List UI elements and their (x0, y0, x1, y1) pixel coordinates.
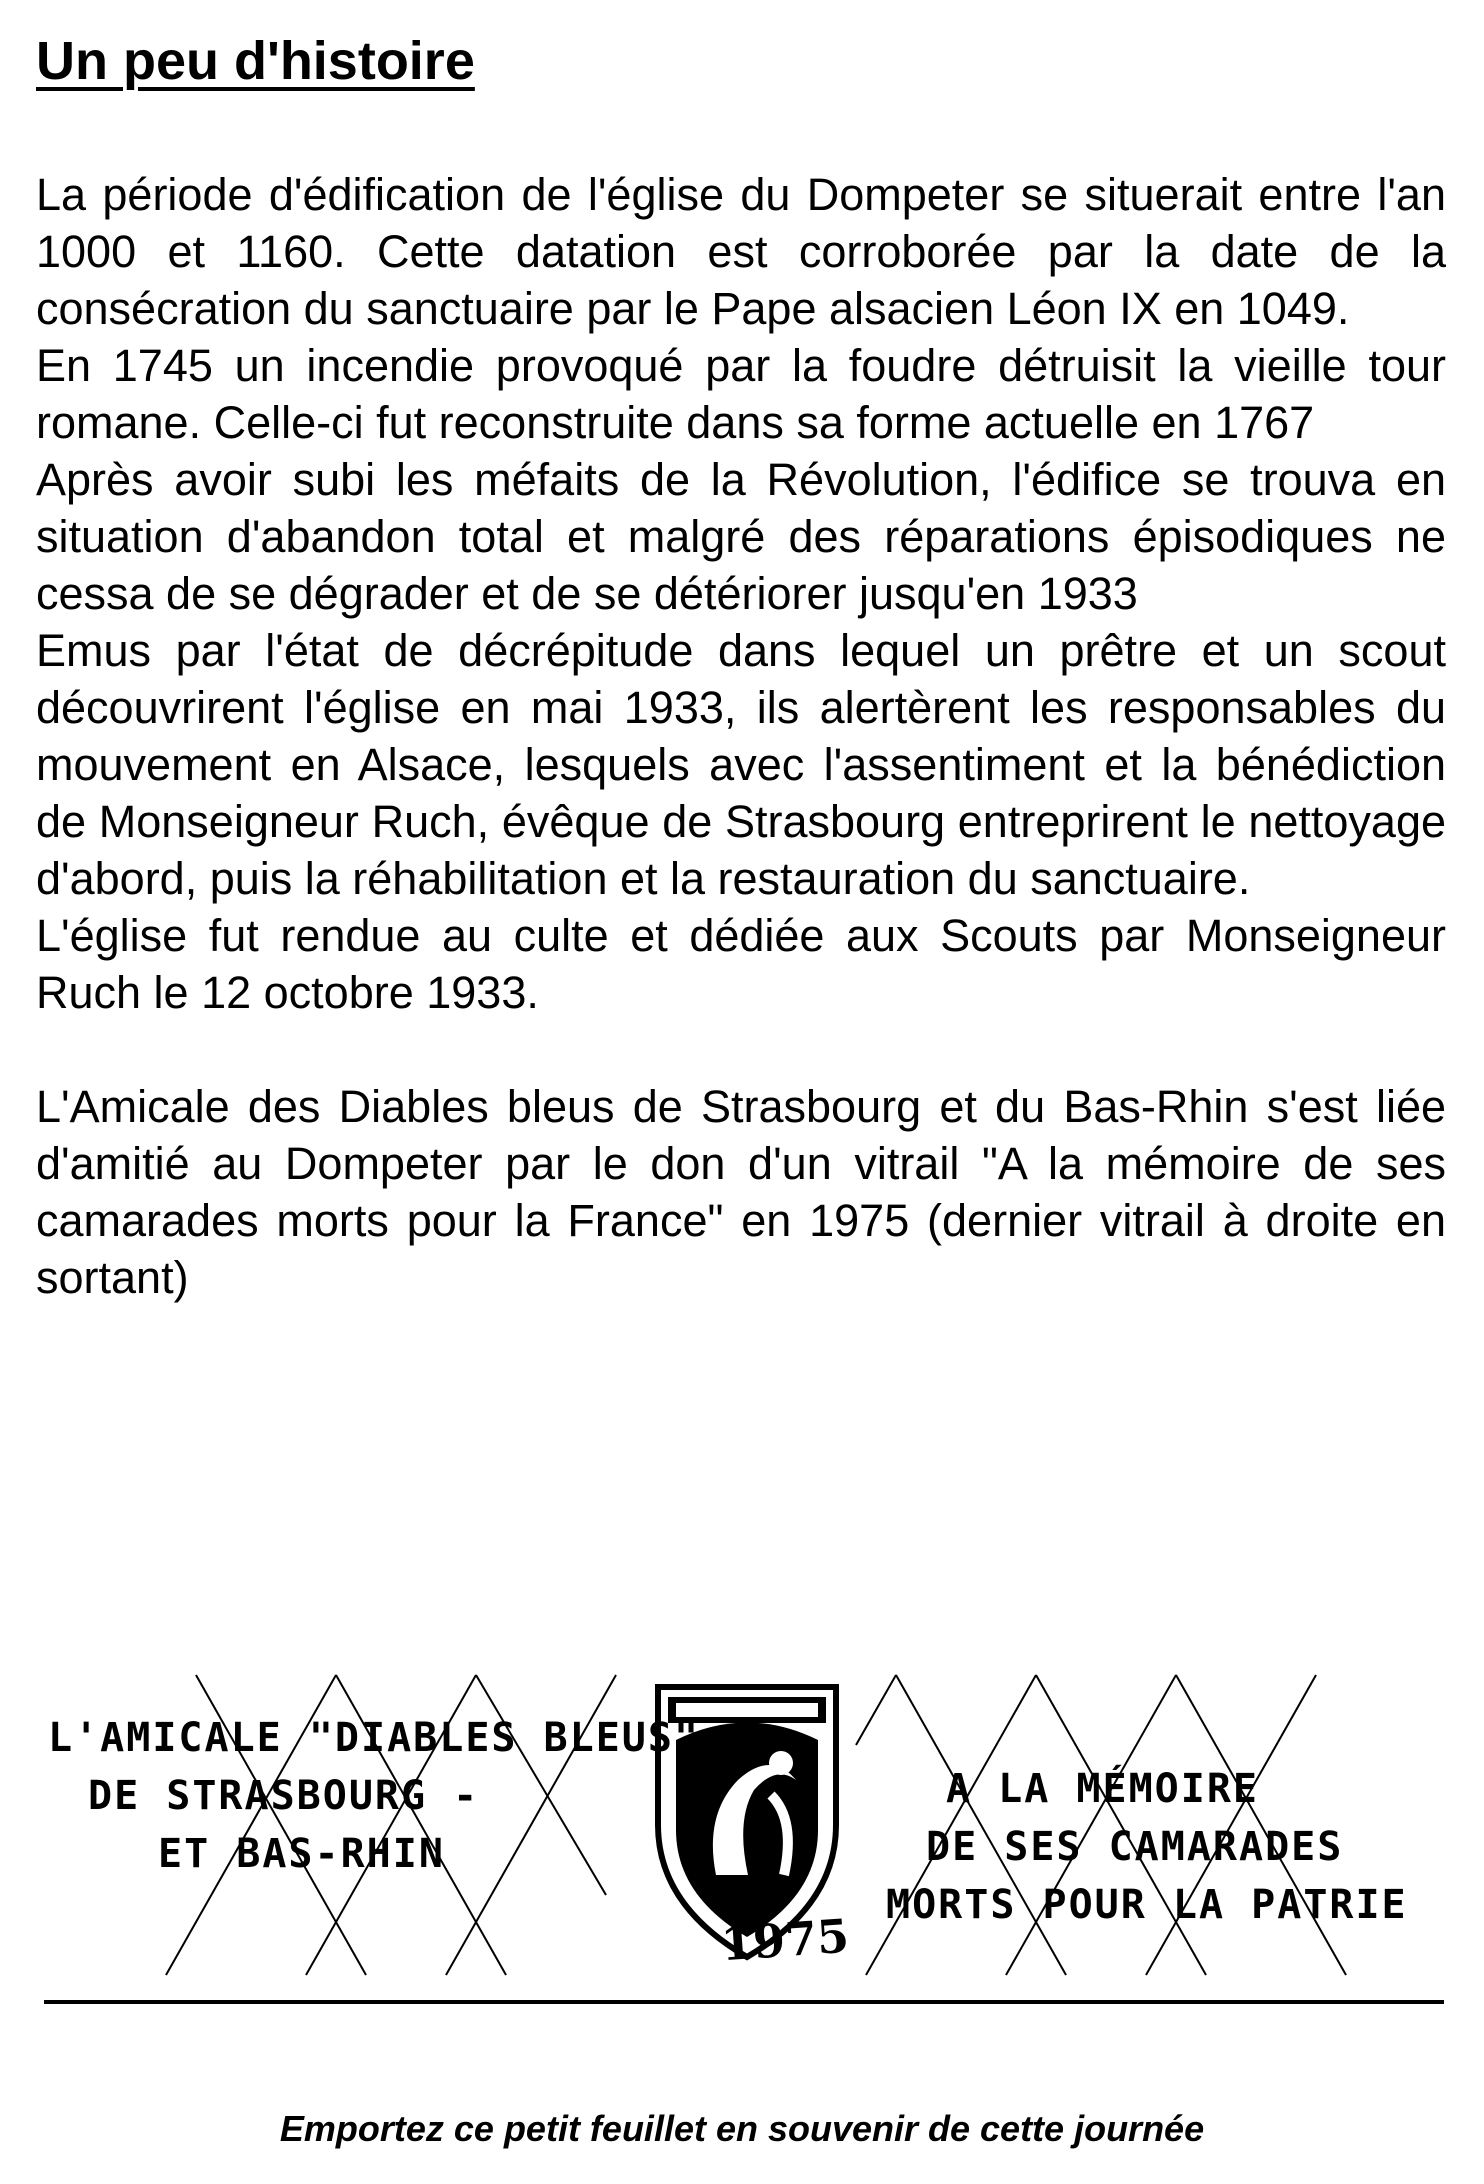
inscription-line: MORTS POUR LA PATRIE (886, 1882, 1408, 1928)
inscription-line: L'AMICALE "DIABLES BLEUS" (48, 1715, 701, 1761)
footer-note: Emportez ce petit feuillet en souvenir de cette journée (279, 2108, 1205, 2149)
paragraph-amicale: L'Amicale des Diables bleus de Strasbourg et du Bas-Rhin s'est liée d'amitié au Dompeter par le don d'un vitrail "A la mémoire de ses camarades morts pour la France" en 1975 (dernier vitrail à droite en sortant) (36, 1081, 1446, 1303)
vitrail-left-inscription (48, 1709, 700, 1883)
vitrail-year: 1975 (719, 1908, 851, 1972)
vitrail-right-inscription (886, 1760, 1408, 1934)
divider (44, 2000, 1444, 2004)
vitrail-illustration (36, 1645, 1448, 2000)
page-title: Un peu d'histoire (36, 31, 475, 91)
paragraph-dedication: L'église fut rendue au culte et dédiée aux Scouts par Monseigneur Ruch le 12 octobre 1933. (36, 910, 1446, 1018)
history-text (36, 166, 1446, 1306)
inscription-line: DE SES CAMARADES (926, 1824, 1344, 1870)
paragraph-revolution: Après avoir subi les méfaits de la Révolution, l'édifice se trouva en situation d'abandon total et malgré des réparations épisodiques ne cessa de se dégrader et de se détériorer jusqu'en 1933 (36, 454, 1446, 619)
inscription-line: ET BAS-RHIN (158, 1831, 445, 1877)
inscription-line: DE STRASBOURG - (88, 1773, 480, 1819)
inscription-line: A LA MÉMOIRE (946, 1766, 1259, 1812)
paragraph-dating: La période d'édification de l'église du Dompeter se situerait entre l'an 1000 et 1160. Cette datation est corroborée par la date de la consécration du sanctuaire par le Pape alsacien Léon IX en 1049. (36, 169, 1446, 334)
paragraph-restoration: Emus par l'état de décrépitude dans lequel un prêtre et un scout découvrirent l'église en mai 1933, ils alertèrent les responsables du mouvement en Alsace, lesquels avec l'assentiment et la bénédiction de Monseigneur Ruch, évêque de Strasbourg entreprirent le nettoyage d'abord, puis la réhabilitation et la restauration du sanctuaire. (36, 625, 1446, 904)
paragraph-fire: En 1745 un incendie provoqué par la foudre détruisit la vieille tour romane. Celle-ci fut reconstruite dans sa forme actuelle en 1767 (36, 340, 1446, 448)
